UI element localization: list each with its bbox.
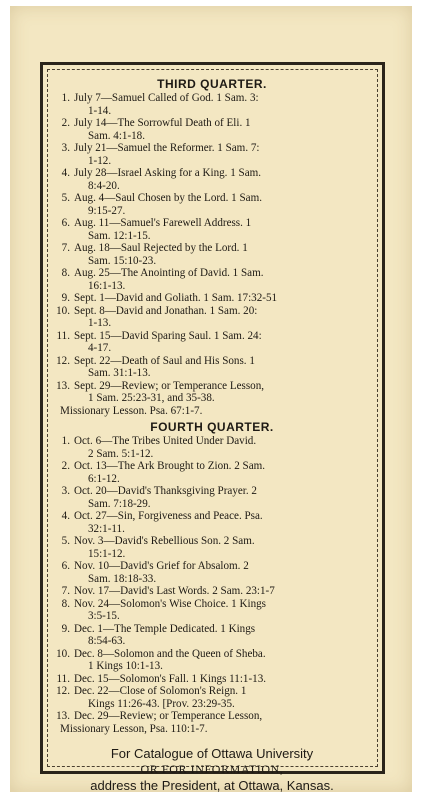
lesson-text-continued: 4-17. <box>88 342 112 354</box>
lesson-item <box>56 598 368 623</box>
lesson-item <box>56 460 368 485</box>
footer-information-line: OR FOR INFORMATION, <box>140 762 284 776</box>
lesson-item <box>56 623 368 648</box>
lesson-item <box>56 648 368 673</box>
lesson-number: 1. <box>61 92 70 104</box>
third-quarter-list <box>56 92 368 405</box>
lesson-text: Aug. 4—Saul Chosen by the Lord. 1 Sam. <box>74 192 262 204</box>
lesson-text-continued: 1-14. <box>88 104 112 117</box>
lesson-item <box>56 142 368 167</box>
lesson-text-continued: Sam. 31:1-13. <box>88 367 151 379</box>
lesson-number: 2. <box>61 460 70 472</box>
lesson-number: 4. <box>61 167 70 179</box>
lesson-number: 1. <box>61 435 70 447</box>
lesson-text: Oct. 27—Sin, Forgiveness and Peace. Psa. <box>74 510 263 522</box>
lesson-text: Oct. 13—The Ark Brought to Zion. 2 Sam. <box>74 460 266 472</box>
lesson-number: 8. <box>61 267 70 279</box>
lesson-item <box>56 305 368 330</box>
lesson-number: 2. <box>61 117 70 129</box>
lesson-text-continued: 1 Kings 10:1-13. <box>88 660 163 672</box>
footer-address-line: address the President, at Ottawa, Kansas. <box>90 778 334 793</box>
lesson-text-continued: 1 Sam. 25:23-31, and 35-38. <box>88 392 215 404</box>
lesson-item <box>56 435 368 460</box>
lesson-number: 9. <box>61 622 70 635</box>
lesson-text: Oct. 6—The Tribes United Under David. <box>74 435 257 447</box>
lesson-text-continued: Sam. 7:18-29. <box>88 497 151 510</box>
lesson-text: Sept. 22—Death of Saul and His Sons. 1 <box>74 354 255 367</box>
lesson-number: 12. <box>56 354 70 367</box>
lesson-number: 3. <box>61 485 70 497</box>
third-quarter-title: THIRD QUARTER. <box>157 77 267 91</box>
lesson-text: Nov. 10—David's Grief for Absalom. 2 <box>74 560 249 572</box>
lesson-text-continued: 15:1-12. <box>88 547 126 560</box>
lesson-item <box>56 673 368 686</box>
fourth-quarter-list <box>56 435 368 723</box>
lesson-text: July 28—Israel Asking for a King. 1 Sam. <box>74 167 262 179</box>
lesson-item <box>56 292 368 305</box>
lesson-item <box>56 535 368 560</box>
footer <box>56 745 368 794</box>
third-quarter-missionary: Missionary Lesson. Psa. 67:1-7. <box>60 404 203 417</box>
lesson-text: Sept. 15—David Sparing Saul. 1 Sam. 24: <box>74 329 262 342</box>
lesson-text: Dec. 22—Close of Solomon's Reign. 1 <box>74 685 247 697</box>
lesson-text: Dec. 8—Solomon and the Queen of Sheba. <box>74 647 266 660</box>
lesson-item <box>56 510 368 535</box>
lesson-text: Sept. 1—David and Goliath. 1 Sam. 17:32-51 <box>74 292 278 304</box>
lesson-text-continued: 8:54-63. <box>88 635 126 647</box>
lesson-text-continued: 6:1-12. <box>88 472 120 485</box>
lesson-text-continued: Sam. 15:10-23. <box>88 254 157 267</box>
fourth-quarter-title: FOURTH QUARTER. <box>150 420 274 434</box>
lesson-item <box>56 92 368 117</box>
lesson-number: 8. <box>61 597 70 610</box>
lesson-number: 4. <box>61 510 70 522</box>
lesson-item <box>56 267 368 292</box>
lesson-number: 13. <box>56 379 70 392</box>
lesson-text: Aug. 18—Saul Rejected by the Lord. 1 <box>74 242 248 254</box>
lesson-text-continued: 1-12. <box>88 154 112 167</box>
lesson-text-continued: 16:1-13. <box>88 279 126 292</box>
lesson-number: 9. <box>61 292 70 304</box>
lesson-number: 7. <box>61 585 70 597</box>
lesson-item <box>56 242 368 267</box>
lesson-text: Dec. 29—Review; or Temperance Lesson, <box>74 710 263 722</box>
lesson-number: 13. <box>56 710 70 722</box>
lesson-item <box>56 167 368 192</box>
lesson-number: 11. <box>56 672 70 685</box>
lesson-number: 10. <box>56 647 70 660</box>
lesson-item <box>56 355 368 380</box>
lesson-number: 7. <box>61 242 70 254</box>
lesson-text: Dec. 1—The Temple Dedicated. 1 Kings <box>74 622 256 635</box>
lesson-text: July 7—Samuel Called of God. 1 Sam. 3: <box>74 92 259 104</box>
lesson-item <box>56 117 368 142</box>
lesson-text: July 21—Samuel the Reformer. 1 Sam. 7: <box>74 142 260 154</box>
lesson-item <box>56 560 368 585</box>
lesson-number: 6. <box>61 560 70 572</box>
lesson-text: Oct. 20—David's Thanksgiving Prayer. 2 <box>74 485 257 497</box>
lesson-text-continued: Sam. 18:18-33. <box>88 572 157 585</box>
lesson-text-continued: 9:15-27. <box>88 204 126 217</box>
lesson-text: Aug. 25—The Anointing of David. 1 Sam. <box>74 267 264 279</box>
lesson-item <box>56 485 368 510</box>
lesson-text: Nov. 17—David's Last Words. 2 Sam. 23:1-7 <box>74 585 275 597</box>
lesson-text-continued: 2 Sam. 5:1-12. <box>88 447 154 460</box>
lesson-item <box>56 192 368 217</box>
lesson-number: 5. <box>61 192 70 204</box>
lesson-item <box>56 217 368 242</box>
lesson-text: Nov. 3—David's Rebellious Son. 2 Sam. <box>74 535 255 547</box>
lesson-item <box>56 585 368 598</box>
lesson-text-continued: 1-13. <box>88 317 112 329</box>
lesson-schedule <box>56 76 368 794</box>
lesson-text-continued: 32:1-11. <box>88 522 125 535</box>
lesson-text-continued: Sam. 4:1-18. <box>88 129 146 142</box>
lesson-text: Dec. 15—Solomon's Fall. 1 Kings 11:1-13. <box>74 672 267 685</box>
lesson-number: 6. <box>61 217 70 229</box>
lesson-number: 5. <box>61 535 70 547</box>
lesson-number: 11. <box>56 329 70 342</box>
fourth-quarter-missionary: Missionary Lesson, Psa. 110:1-7. <box>60 722 208 735</box>
footer-catalogue-line: For Catalogue of Ottawa University <box>110 746 314 761</box>
lesson-text-continued: 8:4-20. <box>88 179 120 192</box>
lesson-text: Nov. 24—Solomon's Wise Choice. 1 Kings <box>74 597 266 610</box>
lesson-text-continued: Sam. 12:1-15. <box>88 229 151 242</box>
lesson-number: 10. <box>56 304 70 317</box>
lesson-text-continued: Kings 11:26-43. [Prov. 23:29-35. <box>88 697 235 710</box>
lesson-number: 3. <box>61 142 70 154</box>
lesson-item <box>56 710 368 723</box>
lesson-text: Sept. 29—Review; or Temperance Lesson, <box>74 379 265 392</box>
lesson-item <box>56 380 368 405</box>
lesson-item <box>56 330 368 355</box>
lesson-text: July 14—The Sorrowful Death of Eli. 1 <box>74 117 251 129</box>
lesson-text: Aug. 11—Samuel's Farewell Address. 1 <box>74 217 252 229</box>
lesson-text-continued: 3:5-15. <box>88 610 120 622</box>
lesson-text: Sept. 8—David and Jonathan. 1 Sam. 20: <box>74 304 258 317</box>
lesson-item <box>56 685 368 710</box>
lesson-number: 12. <box>56 685 70 697</box>
